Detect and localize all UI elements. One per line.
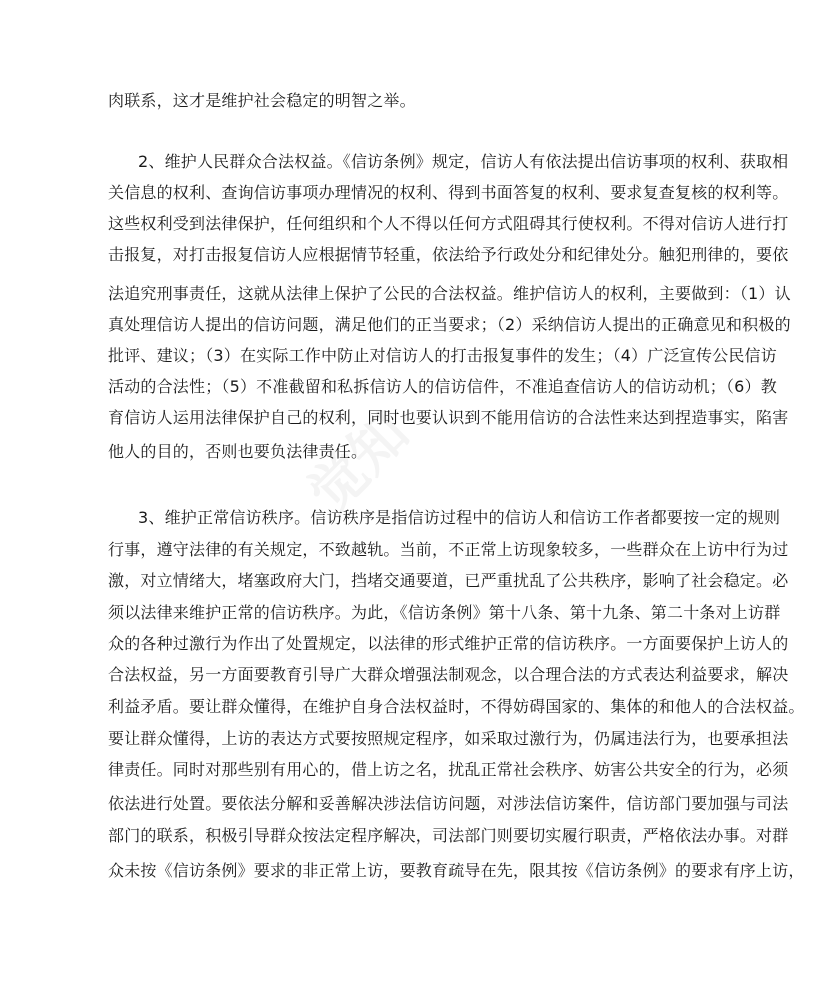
paragraph-line: 他人的目的，否则也要负法律责任。 bbox=[108, 442, 368, 461]
paragraph-line: 须以法律来维护正常的信访秩序。为此，《信访条例》第十八条、第十九条、第二十条对上访群 bbox=[108, 603, 781, 622]
paragraph-line: 法追究刑事责任，这就从法律上保护了公民的合法权益。维护信访人的权利，主要做到：（1）认 bbox=[108, 284, 791, 303]
paragraph-line: 育信访人运用法律保护自己的权利，同时也要认识到不能用信访的合法性来达到捏造事实，陷害 bbox=[108, 408, 789, 427]
paragraph-line: 肉联系，这才是维护社会稳定的明智之举。 bbox=[108, 91, 416, 110]
paragraph-line: 关信息的权利、查询信访事项办理情况的权利、得到书面答复的权利、要求复查复核的权利等。 bbox=[108, 183, 789, 202]
paragraph-line: 这些权利受到法律保护，任何组织和个人不得以任何方式阻碍其行使权利。不得对信访人进行打 bbox=[108, 214, 789, 233]
paragraph-line: 利益矛盾。要让群众懂得，在维护自身合法权益时，不得妨碍国家的、集体的和他人的合法权益。 bbox=[108, 697, 805, 716]
paragraph-line: 要让群众懂得，上访的表达方式要按照规定程序，如采取过激行为，仍属违法行为，也要承担法 bbox=[108, 729, 789, 748]
paragraph-line: 部门的联系，积极引导群众按法定程序解决，司法部门则要切实履行职责，严格依法办事。对群 bbox=[108, 826, 789, 845]
paragraph-line: 行事，遵守法律的有关规定，不致越轨。当前，不正常上访现象较多，一些群众在上访中行为过 bbox=[108, 540, 789, 559]
paragraph-line: 活动的合法性；（5）不准截留和私拆信访人的信访信件，不准追查信访人的信访动机；（6）教 bbox=[108, 377, 777, 396]
watermark: 觉知 bbox=[296, 400, 422, 526]
paragraph-line: 真处理信访人提出的信访问题，满足他们的正当要求；（2）采纳信访人提出的正确意见和积极的 bbox=[108, 315, 791, 334]
paragraph-line: 律责任。同时对那些别有用心的，借上访之名，扰乱正常社会秩序、妨害公共安全的行为，必须 bbox=[108, 760, 789, 779]
paragraph-line: 击报复，对打击报复信访人应根据情节轻重，依法给予行政处分和纪律处分。触犯刑律的，要依 bbox=[108, 245, 789, 264]
paragraph-line: 2、维护人民群众合法权益。《信访条例》规定，信访人有依法提出信访事项的权利、获取相 bbox=[138, 152, 789, 171]
paragraph-line: 激，对立情绪大，堵塞政府大门，挡堵交通要道，已严重扰乱了公共秩序，影响了社会稳定。必 bbox=[108, 571, 789, 590]
paragraph-line: 3、维护正常信访秩序。信访秩序是指信访过程中的信访人和信访工作者都要按一定的规则 bbox=[138, 508, 781, 527]
paragraph-line: 众的各种过激行为作出了处置规定，以法律的形式维护正常的信访秩序。一方面要保护上访人的 bbox=[108, 634, 789, 653]
paragraph-line: 合法权益，另一方面要教育引导广大群众增强法制观念，以合理合法的方式表达利益要求，解决 bbox=[108, 665, 789, 684]
paragraph-line: 依法进行处置。要依法分解和妥善解决涉法信访问题，对涉法信访案件，信访部门要加强与司法 bbox=[108, 794, 789, 813]
paragraph-line: 批评、建议；（3）在实际工作中防止对信访人的打击报复事件的发生；（4）广泛宣传公民信访 bbox=[108, 346, 777, 365]
paragraph-line: 众未按《信访条例》要求的非正常上访，要教育疏导在先，限其按《信访条例》的要求有序上访， bbox=[108, 861, 805, 880]
